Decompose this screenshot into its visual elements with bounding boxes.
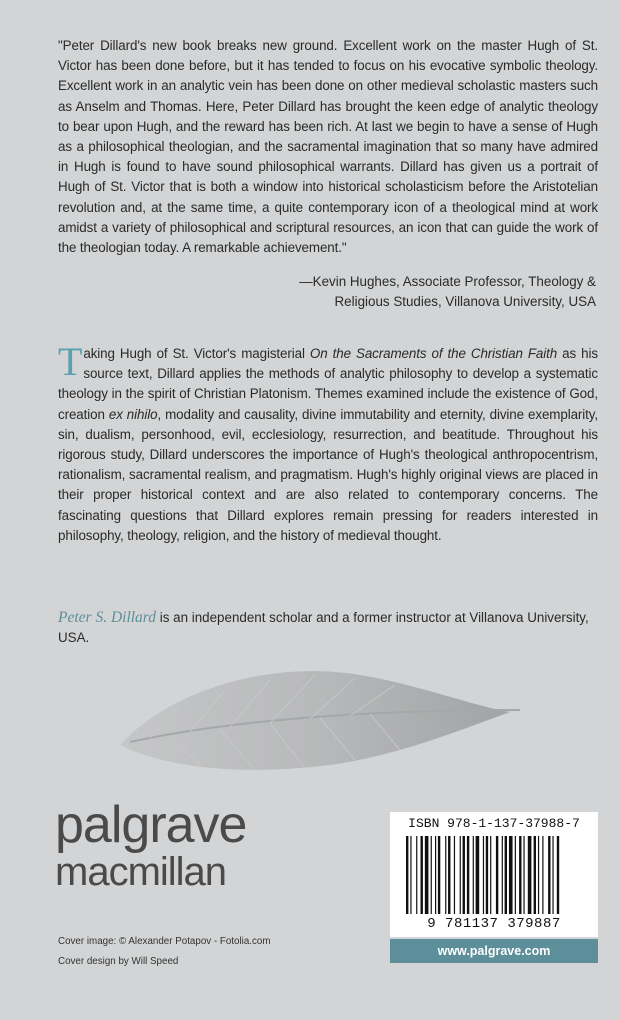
barcode-bar [406, 836, 408, 914]
barcode-bar [486, 836, 488, 914]
bio-text: is an independent scholar and a former instructor at Villanova University, USA. [58, 610, 589, 646]
attribution-line-1: —Kevin Hughes, Associate Professor, Theology & [299, 274, 596, 289]
barcode-bar [454, 836, 455, 914]
barcode-bar [534, 836, 536, 914]
barcode-bar [448, 836, 450, 914]
barcode-bar [505, 836, 507, 914]
barcode-bar [463, 836, 465, 914]
barcode-bar [425, 836, 429, 914]
barcode-bar [490, 836, 491, 914]
barcode-bar [523, 836, 524, 914]
publisher-logo [55, 796, 247, 894]
barcode-bar [416, 836, 417, 914]
cover-image-credit: Cover image: © Alexander Potapov - Fotolia.com [58, 936, 271, 947]
barcode-bar [460, 836, 461, 914]
logo-macmillan: macmillan [55, 850, 227, 894]
feather-icon [110, 650, 530, 790]
book-description [58, 339, 598, 546]
barcode-bar [467, 836, 469, 914]
endorsement-attribution [196, 272, 596, 312]
barcode-bar [431, 836, 432, 914]
barcode-bar [445, 836, 446, 914]
barcode-bar [473, 836, 474, 914]
barcode-bar [421, 836, 423, 914]
barcode-bar [528, 836, 532, 914]
description-part-2: as his source text, Dillard applies the methods of analytic philosophy to develop a systematic theology in the spirit of Christian Platonism. Themes examined include the existence of God, creation [58, 346, 598, 422]
drop-cap: T [58, 339, 83, 384]
barcode-bar [552, 836, 553, 914]
barcode-bars [406, 836, 590, 914]
barcode-bar [509, 836, 513, 914]
barcode-bar [438, 836, 440, 914]
attribution-line-2: Religious Studies, Villanova University, USA [334, 294, 596, 310]
cover-credits [58, 932, 271, 972]
isbn-digits: 9 781137 379887 [427, 916, 561, 932]
barcode-bar [548, 836, 550, 914]
barcode-bar [496, 836, 498, 914]
barcode-bar [515, 836, 516, 914]
isbn-label: ISBN 978-1-137-37988-7 [408, 816, 580, 831]
barcode-bar [557, 836, 559, 914]
barcode-bar [410, 836, 411, 914]
barcode-bar [476, 836, 480, 914]
isbn-barcode [390, 812, 598, 937]
endorsement-quote: "Peter Dillard's new book breaks new ground. Excellent work on the master Hugh of St. Victor has been done before, but it has tended to focus on his evocative symbolic theology. Excellent work in an analytic vein has been done on other medieval scholastic masters such as Anselm and Thomas. Here, Peter Dillard has brought the keen edge of analytic theology to bear upon Hugh, and the reward has been rich. At last we begin to have a sense of Hugh as a philosophical theologian, and the sacramental imagination that so many have admired in Hugh is found to have sound philosophical warrants. Dillard has given us a portrait of Hugh of St. Victor that is both a window into historical scholasticism before the Aristotelian revolution and, at the same time, a quite contemporary icon of a theological mind at work amidst a variety of philosophical and scriptural resources, an icon that can guide the work of the theologian today. A remarkable achievement." [58, 38, 598, 256]
cover-design-credit: Cover design by Will Speed [58, 956, 179, 967]
barcode-bar [502, 836, 503, 914]
book-title-italic: On the Sacraments of the Christian Faith [309, 346, 558, 361]
author-name: Peter S. Dillard [58, 609, 157, 626]
barcode-bar [519, 836, 521, 914]
barcode-bar [483, 836, 484, 914]
ex-nihilo-italic: ex nihilo [108, 406, 158, 422]
publisher-url[interactable]: www.palgrave.com [390, 939, 598, 963]
description-part-1: aking Hugh of St. Victor's magisterial [83, 346, 310, 361]
logo-palgrave: palgrave [55, 796, 247, 854]
barcode-bar [542, 836, 543, 914]
barcode-bar [538, 836, 539, 914]
author-bio [58, 608, 598, 648]
barcode-bar [435, 836, 436, 914]
description-part-3: , modality and causality, divine immutability and eternity, divine exemplarity, sin, dualism, personhood, evil, ecclesiology, resurrection, and beatitude. Throughout his rigorous study, Dillard underscores the importance of Hugh's theological anthropocentrism, rationalism, sacramental realism, and pragmatism. Hugh's highly original views are placed in their proper historical context and are also related to contemporary concerns. The fascinating questions that Dillard explores remain pressing for readers interested in philosophy, theology, religion, and the history of medieval thought. [58, 406, 598, 543]
